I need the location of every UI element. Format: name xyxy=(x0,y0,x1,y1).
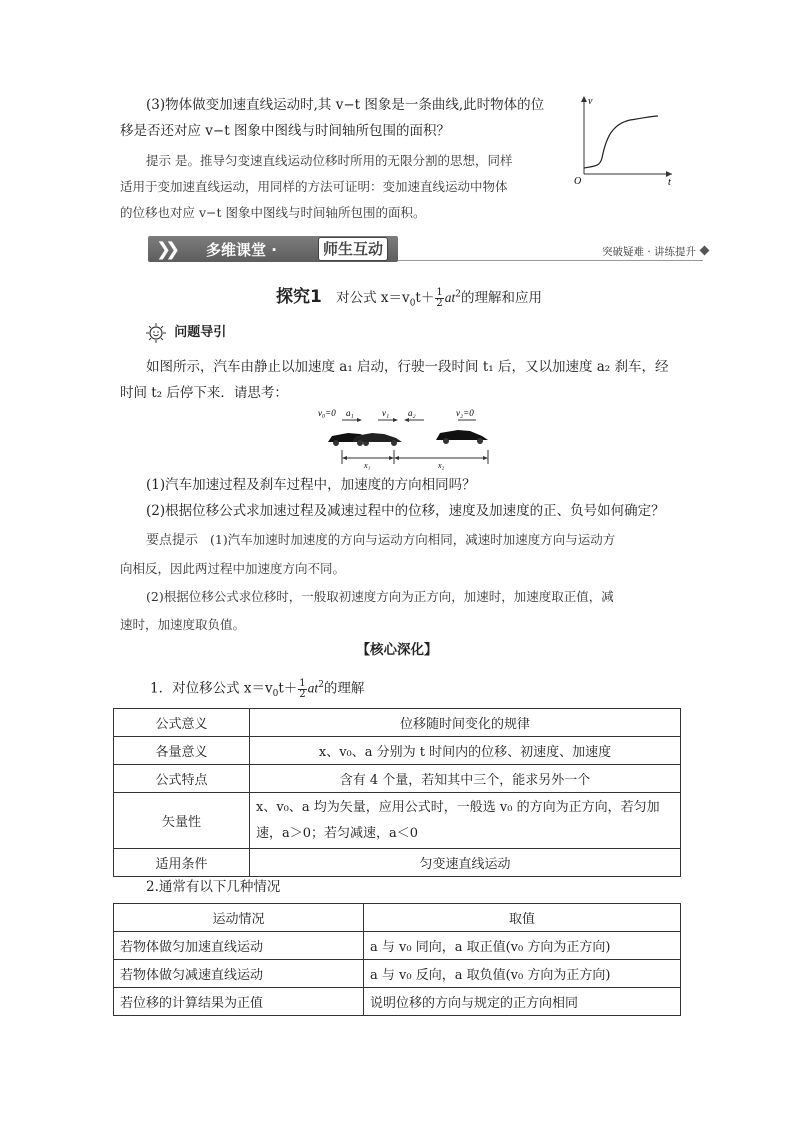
table-cell-key: 公式意义 xyxy=(114,709,250,737)
section-title-pre: 对公式 x＝v xyxy=(336,289,410,306)
car-stop-icon xyxy=(436,430,488,444)
item-1-pre: 1．对位移公式 x＝v xyxy=(150,680,273,697)
banner-underline xyxy=(398,260,703,261)
item-2-title: 2.通常有以下几种情况 xyxy=(146,879,281,895)
graph-origin: O xyxy=(574,176,582,186)
core-title: 【核心深化】 xyxy=(356,642,438,658)
section-banner xyxy=(148,236,708,264)
label-v0: v₀=0 xyxy=(318,408,336,418)
answer-block xyxy=(120,526,680,639)
intro-paragraph xyxy=(120,354,680,406)
table-cell-value: 位移随时间变化的规律 xyxy=(250,709,681,737)
section-title-fraction xyxy=(435,288,443,309)
guide-heading xyxy=(146,320,226,344)
fraction-numerator: 1 xyxy=(436,286,443,298)
section-title-sup: 2 xyxy=(455,289,461,299)
fraction-denominator: 2 xyxy=(436,297,443,309)
table-cell-value xyxy=(250,793,681,849)
table-header: 运动情况 xyxy=(114,904,364,932)
answer-2-line1: (2)根据位移公式求位移时，一般取初速度方向为正方向，加速时，加速度取正值，减 xyxy=(146,589,614,604)
item-1-sup: 2 xyxy=(318,680,324,690)
banner-title: 多维课堂 · xyxy=(206,241,277,259)
vt-curve-graph xyxy=(572,94,680,186)
item-1-denominator: 2 xyxy=(299,688,306,700)
section-heading xyxy=(276,276,542,312)
section-title xyxy=(336,286,542,309)
table-cell-key: 各量意义 xyxy=(114,737,250,765)
questions-list xyxy=(146,472,686,524)
label-v2: v₂=0 xyxy=(456,408,474,418)
table-row xyxy=(114,709,681,737)
table-cell-value: x、v₀、a 分别为 t 时间内的位移、初速度、加速度 xyxy=(250,737,681,765)
question-3-hint xyxy=(120,148,570,226)
question-3-line2: 移是否还对应 v−t 图象中图线与时间轴所包围的面积？ xyxy=(120,123,450,139)
intro-line1: 如图所示，汽车由静止以加速度 a₁ 启动，行驶一段时间 t₁ 后，又以加速度 a₂ 刹车，经 xyxy=(146,359,669,375)
section-number: 探究1 xyxy=(276,286,322,307)
guide-label: 问题导引 xyxy=(174,325,227,340)
table-row xyxy=(114,765,681,793)
table-cell-line2: 速，a＞0；若匀减速，a＜0 xyxy=(256,825,419,841)
chevron-right-icon: ❯❯ xyxy=(156,239,175,260)
table-cell: 说明位移的方向与规定的正方向相同 xyxy=(364,988,681,1016)
answer-label: 要点提示 xyxy=(146,533,199,548)
table-cell: a 与 v₀ 反向，a 取负值(v₀ 方向为正方向) xyxy=(364,960,681,988)
table-header: 取值 xyxy=(364,904,681,932)
section-title-sub: 0 xyxy=(409,298,416,309)
table-row xyxy=(114,960,681,988)
banner-tagline: 突破疑难 · 讲练提升 xyxy=(601,246,696,258)
table-cell: a 与 v₀ 同向，a 取正值(v₀ 方向为正方向) xyxy=(364,932,681,960)
label-a1: a₁ xyxy=(346,408,354,418)
table-row xyxy=(114,737,681,765)
item-1-fraction xyxy=(298,679,306,700)
banner-bar xyxy=(148,236,398,262)
item-1-sub: 0 xyxy=(272,689,279,700)
label-x1: x₁ xyxy=(364,461,371,470)
cases-table xyxy=(113,903,681,1016)
banner-title-highlight: 师生互动 xyxy=(318,237,388,261)
diamond-icon xyxy=(700,246,710,256)
table-cell-key: 适用条件 xyxy=(114,849,250,877)
table-row xyxy=(114,988,681,1016)
graph-x-label: t xyxy=(668,177,671,186)
label-a2: a₂ xyxy=(408,408,416,418)
table-row xyxy=(114,849,681,877)
label-v1: v₁ xyxy=(382,408,390,418)
label-x2: x₂ xyxy=(438,461,445,470)
table-cell: 若位移的计算结果为正值 xyxy=(114,988,364,1016)
question-2: (2)根据位移公式求加速过程及减速过程中的位移，速度及加速度的正、负号如何确定？ xyxy=(146,503,665,519)
table-cell: 若物体做匀加速直线运动 xyxy=(114,932,364,960)
item-1-title xyxy=(150,670,364,700)
table-cell-value: 匀变速直线运动 xyxy=(250,849,681,877)
section-title-post: 的理解和应用 xyxy=(460,289,542,306)
table-cell-value: 含有 4 个量，若知其中三个，能求另外一个 xyxy=(250,765,681,793)
item-1-at: at xyxy=(307,680,319,696)
table-row xyxy=(114,932,681,960)
car-motion-figure xyxy=(318,404,498,470)
table-cell-key: 矢量性 xyxy=(114,793,250,849)
formula-table xyxy=(113,708,681,877)
graph-y-label: v xyxy=(588,96,593,107)
table-cell-key: 公式特点 xyxy=(114,765,250,793)
item-1-post: 的理解 xyxy=(323,680,365,697)
question-3 xyxy=(120,92,566,144)
item-1-numerator: 1 xyxy=(299,677,306,689)
table-cell: 若物体做匀减速直线运动 xyxy=(114,960,364,988)
sun-face-icon xyxy=(146,323,166,343)
hint-line1: 提示 是。推导匀变速直线运动位移时所用的无限分割的思想，同样 xyxy=(146,153,513,168)
hint-line3: 的位移也对应 v−t 图象中图线与时间轴所包围的面积。 xyxy=(120,205,426,220)
intro-line2: 时间 t₂ 后停下来．请思考： xyxy=(120,385,288,401)
answer-2-line2: 速时，加速度取负值。 xyxy=(120,617,246,632)
section-title-t: t＋ xyxy=(415,289,435,306)
section-title-at: at xyxy=(444,289,456,305)
answer-1-line2: 向相反，因此两过程中加速度方向不同。 xyxy=(120,561,346,576)
table-row xyxy=(114,793,681,849)
table-header-row xyxy=(114,904,681,932)
answer-1-line1: (1)汽车加速时加速度的方向与运动方向相同，减速时加速度方向与运动方 xyxy=(210,532,616,547)
question-3-line1: (3)物体做变加速直线运动时,其 v−t 图象是一条曲线,此时物体的位 xyxy=(146,97,545,113)
question-1: (1)汽车加速过程及刹车过程中，加速度的方向相同吗？ xyxy=(146,477,476,493)
item-1-t: t＋ xyxy=(278,680,298,697)
table-cell-line1: x、v₀、a 均为矢量，应用公式时，一般选 v₀ 的方向为正方向，若匀加 xyxy=(256,799,660,815)
hint-line2: 适用于变加速直线运动，用同样的方法可证明：变加速直线运动中物体 xyxy=(120,179,508,194)
